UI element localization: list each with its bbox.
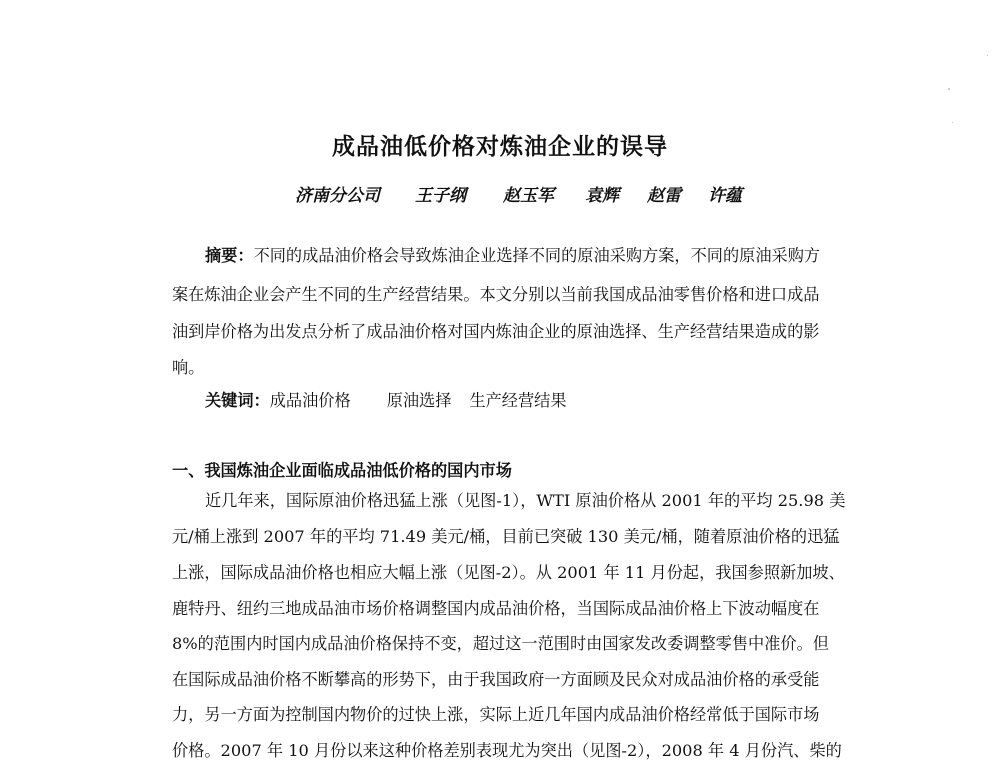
author-name: 袁辉 bbox=[585, 186, 619, 206]
section-heading: 一、我国炼油企业面临成品油低价格的国内市场 bbox=[172, 461, 512, 480]
keyword: 成品油价格 bbox=[269, 391, 351, 410]
abstract-label: 摘要： bbox=[205, 246, 254, 265]
scan-speck bbox=[952, 122, 953, 123]
author-name: 赵雷 bbox=[647, 186, 681, 206]
abstract-text: 不同的成品油价格会导致炼油企业选择不同的原油采购方案，不同的原油采购方 bbox=[253, 246, 821, 265]
scan-speck bbox=[948, 88, 950, 90]
keyword: 生产经营结果 bbox=[469, 391, 567, 410]
body-line: 力，另一方面为控制国内物价的过快上涨，实际上近几年国内成品油价格经常低于国际市场 bbox=[172, 705, 820, 724]
keywords-label: 关键词： bbox=[205, 391, 270, 410]
body-line: 上涨，国际成品油价格也相应大幅上涨（见图-2）。从 2001 年 11 月份起，我国参照新加坡、 bbox=[172, 563, 845, 582]
author-name: 王子纲 bbox=[415, 186, 466, 206]
author-name: 许蕴 bbox=[708, 186, 742, 206]
body-line: 近几年来，国际原油价格迅猛上涨（见图-1），WTI 原油价格从 2001 年的平均 25.98 美 bbox=[205, 491, 846, 510]
abstract-line: 响。 bbox=[172, 358, 205, 377]
body-line: 元/桶上涨到 2007 年的平均 71.49 美元/桶，目前已突破 130 美元/桶，随着原油价格的迅猛 bbox=[172, 527, 840, 546]
body-line: 鹿特丹、纽约三地成品油市场价格调整国内成品油价格，当国际成品油价格上下波动幅度在 bbox=[172, 599, 820, 618]
author-affiliation: 济南分公司 bbox=[295, 186, 380, 206]
keyword: 原油选择 bbox=[386, 391, 452, 410]
abstract-line bbox=[205, 242, 862, 270]
abstract-line: 案在炼油企业会产生不同的生产经营结果。本文分别以当前我国成品油零售价格和进口成品 bbox=[172, 285, 820, 304]
body-line: 8%的范围内时国内成品油价格保持不变，超过这一范围时由国家发改委调整零售中准价。但 bbox=[172, 634, 829, 653]
author-name: 赵玉军 bbox=[503, 186, 554, 206]
scan-speck bbox=[987, 55, 988, 56]
body-line: 价格。2007 年 10 月份以来这种价格差别表现尤为突出（见图-2），2008 年 4 月份汽、柴的 bbox=[172, 741, 842, 760]
paper-title: 成品油低价格对炼油企业的误导 bbox=[332, 134, 668, 160]
body-line: 在国际成品油价格不断攀高的形势下，由于我国政府一方面顾及民众对成品油价格的承受能 bbox=[172, 670, 820, 689]
keywords-line bbox=[205, 387, 862, 415]
abstract-line: 油到岸价格为出发点分析了成品油价格对国内炼油企业的原油选择、生产经营结果造成的影 bbox=[172, 322, 820, 341]
